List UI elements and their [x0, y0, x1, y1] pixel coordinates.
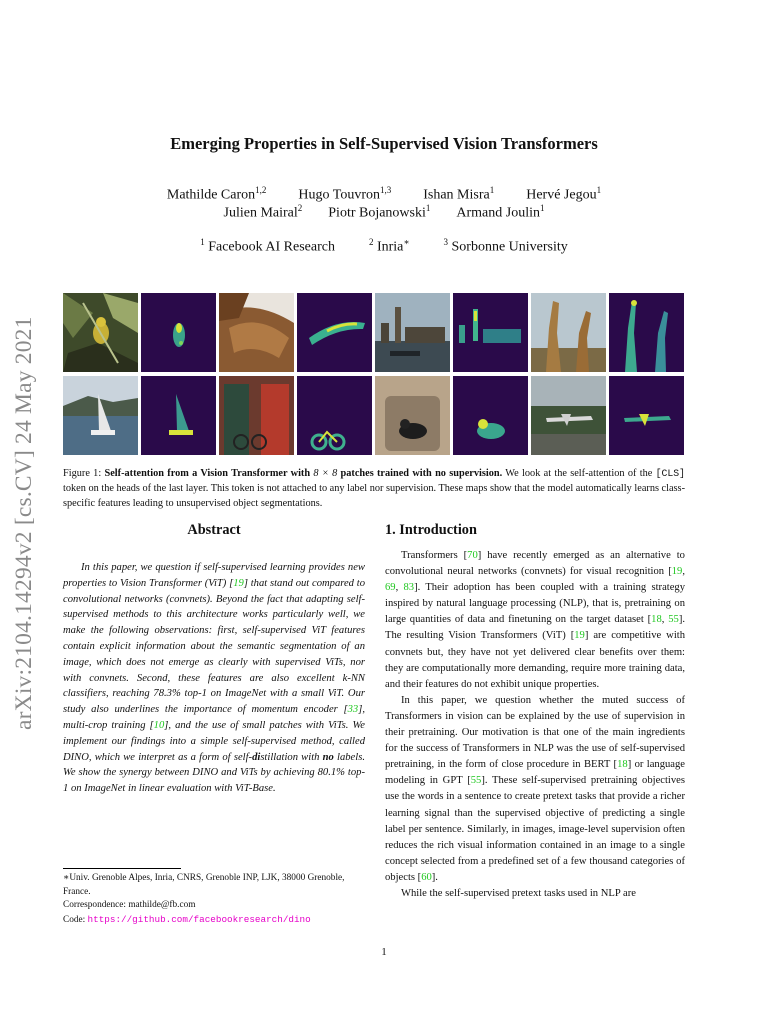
introduction-body [385, 548, 685, 902]
author-affiliation-mark: 1 [489, 185, 495, 195]
citation-link[interactable]: 69 [385, 582, 396, 594]
photo-giraffes [531, 293, 606, 372]
attention-map-london [453, 293, 528, 372]
authors-line-2 [0, 203, 768, 222]
caption-text-a: We look at the self-attention of the [505, 468, 653, 479]
author-name: Hugo Touvron$^{1,3}$ [298, 185, 392, 203]
author-affiliation-mark: 1,2 [255, 185, 267, 195]
abstract-heading: Abstract [187, 522, 241, 538]
affiliation-number: 2 [368, 237, 374, 247]
arxiv-id: arXiv:2104.14294v2 [cs.CV] 24 May 2021 [11, 316, 37, 730]
citation-link[interactable]: 19 [574, 630, 585, 642]
caption-bold-a: Self-attention from a Vision Transformer with [104, 468, 311, 479]
author-name: Hervé Jegou$^1$ [526, 185, 602, 203]
footnotes [63, 872, 365, 927]
abstract-body: In this paper, we question if self-supervised learning provides new properties to Vision Transformer (ViT) [19] that stand out compared to convolutional networks (convnets). Beyond the fact that adapting self-supervised methods to this architecture works particularly well, we make the following observations: first, self-supervised ViT features contain explicit information about the semantic segmentation of an image, which does not emerge as clearly with supervised ViTs, nor with convnets. Second, these features are also excellent k-NN classifiers, reaching 78.3% top-1 on ImageNet with a small ViT. Our study also underlines the importance of momentum encoder [33], multi-crop training [10], and the use of small patches with ViTs. We implement our findings into a simple self-supervised method, called DINO, which we interpret as a form of self-distillation with no labels. We show the synergy between DINO and ViTs by achieving 80.1% top-1 on ImageNet in linear evaluation with ViT-Base. [63, 562, 365, 795]
author-name: Ishan Misra$^1$ [423, 185, 495, 203]
attention-map-bird [141, 293, 216, 372]
teaser-figure [63, 293, 685, 455]
intro-paragraph-2: In this paper, we question whether the muted success of Transformers in vision can be explained by the use of supervision in their pretraining. Our motivation is that one of the main ingredients for the success of Transformers in NLP was the use of self-supervised pretraining, in the form of close procedure in BERT [18] or language modeling in GPT [55]. These self-supervised pretraining objectives use the words in a sentence to create pretext tasks that provide a richer learning signal than the supervised objective of predicting a single label per sentence. Similarly, in images, image-level supervision often reduces the rich visual information contained in an image to a single concept selected from a predefined set of a few thousand categories of objects [60]. [385, 694, 685, 883]
caption-bold-b: patches trained with no supervision. [340, 468, 503, 479]
citation-link[interactable]: 33 [347, 704, 359, 716]
attention-map-dog [453, 376, 528, 455]
figure-caption [63, 466, 685, 511]
arxiv-stamp [0, 265, 42, 730]
photo-shoe [219, 293, 294, 372]
citation-link[interactable]: 55 [470, 775, 482, 787]
footnote-code: Code: https://github.com/facebookresearch/dino [63, 913, 311, 925]
affiliation: $^2$ Inria∗ [368, 237, 410, 255]
authors-line-1 [0, 185, 768, 204]
author-name: Armand Joulin$^1$ [456, 203, 545, 221]
author-affiliation-mark: 2 [297, 203, 303, 213]
page-number: 1 [381, 946, 387, 958]
author-affiliation-mark: 1 [540, 203, 545, 213]
photo-airplane [531, 376, 606, 455]
citation-link[interactable]: 18 [617, 759, 628, 771]
affiliations [0, 237, 768, 256]
citation-link[interactable]: 55 [668, 614, 679, 626]
citation-link[interactable]: 60 [421, 871, 432, 883]
affiliation: $^1$ Facebook AI Research [200, 237, 335, 255]
citation-link[interactable]: 70 [467, 550, 478, 561]
author-affiliation-mark: 1 [425, 203, 431, 213]
intro-paragraph-1: Transformers [70] have recently emerged as an alternative to convolutional neural networks (convnets) for visual recognition [19, 69, 83]. Their adoption has been coupled with a training strategy inspired by natural language processing (NLP), that is, pretraining on large quantities of data and finetuning on the target dataset [18, 55]. The resulting Vision Transformers (ViT) [19] are competitive with convnets but, they have not yet delivered clear benefits over them: they are computationally more demanding, require more training data, and their features do not exhibit unique properties. [385, 550, 686, 690]
attention-map-sailboat [141, 376, 216, 455]
attention-map-airplane [609, 376, 684, 455]
citation-link[interactable]: 18 [651, 614, 662, 626]
caption-math: 8 × 8 [313, 468, 338, 479]
attention-map-shoe [297, 293, 372, 372]
footnote-affiliation: ∗Univ. Grenoble Alpes, Inria, CNRS, Grenoble INP, LJK, 38000 Grenoble, France. [63, 873, 345, 897]
citation-link[interactable]: 19 [233, 577, 244, 589]
attention-map-giraffes [609, 293, 684, 372]
introduction-heading: 1. Introduction [385, 522, 477, 538]
cls-token: [CLS] [655, 468, 686, 479]
photo-sailboat [63, 376, 138, 455]
paper-title: Emerging Properties in Self-Supervised Vision Transformers [170, 134, 598, 153]
footnote-correspondence: Correspondence: mathilde@fb.com [63, 900, 196, 910]
caption-text-b: token on the heads of the last layer. This token is not attached to any label nor supervision. These maps show that the model automatically learns class-specific features leading to unsupervised object segmentations. [63, 483, 685, 509]
intro-paragraph-3: While the self-supervised pretext tasks used in NLP are [401, 887, 636, 899]
affiliation: $^3$ Sorbonne University [443, 237, 568, 255]
author-affiliation-mark: 1 [596, 185, 602, 195]
citation-link[interactable]: 10 [153, 719, 165, 731]
photo-bird [63, 293, 138, 372]
photo-london [375, 293, 450, 372]
citation-link[interactable]: 19 [671, 566, 683, 578]
affiliation-footnote-mark: ∗ [403, 237, 410, 247]
author-name: Mathilde Caron$^{1,2}$ [166, 185, 267, 203]
photo-dog-chair [375, 376, 450, 455]
photo-bicycle-door [219, 376, 294, 455]
affiliation-number: 1 [200, 237, 205, 247]
author-name: Julien Mairal$^2$ [223, 203, 303, 221]
code-url-link[interactable]: https://github.com/facebookresearch/dino [87, 913, 311, 925]
citation-link[interactable]: 83 [403, 582, 415, 594]
figure-label: Figure 1: [63, 468, 102, 479]
affiliation-number: 3 [443, 237, 449, 247]
attention-map-bicycle [297, 376, 372, 455]
footnote-divider [63, 868, 181, 869]
author-name: Piotr Bojanowski$^1$ [328, 203, 431, 221]
author-affiliation-mark: 1,3 [379, 185, 392, 195]
